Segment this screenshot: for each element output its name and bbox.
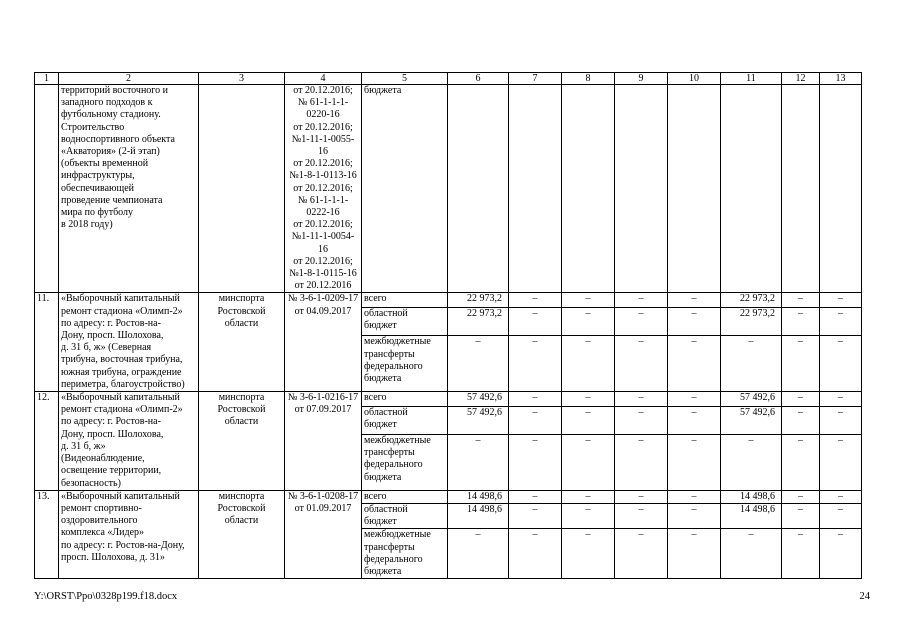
col-header: 4	[285, 73, 362, 85]
value-cell: –	[615, 503, 668, 528]
value-cell: 57 492,6	[448, 392, 509, 407]
value-cell: 22 973,2	[721, 308, 782, 336]
value-cell: 14 498,6	[448, 490, 509, 503]
continuation-row	[35, 85, 862, 293]
value-cell: –	[562, 529, 615, 579]
col-header: 3	[199, 73, 285, 85]
value-cell: –	[509, 503, 562, 528]
value-cell: –	[721, 336, 782, 392]
value-cell: –	[509, 406, 562, 434]
value-cell: –	[782, 308, 820, 336]
row-number-cell: 11.	[35, 293, 59, 392]
col-header: 9	[615, 73, 668, 85]
organization-cell: минспорта Ростовской области	[199, 293, 285, 392]
col-header: 7	[509, 73, 562, 85]
value-cell: –	[615, 406, 668, 434]
object-row	[35, 392, 862, 407]
document-cell: от 20.12.2016; № 61-1-1-1- 0220-16 от 20.12.2016; №1-11-1-0055-16 от 20.12.2016; №1-8-1-0113-16 от 20.12.2016; № 61-1-1-1- 0222-16 от 20.12.2016; №1-11-1-0054-16 от 20.12.2016; №1-8-1-0115-16 от 20.12.2016	[285, 85, 362, 293]
funding-source-cell: бюджета	[362, 85, 448, 293]
funding-source-cell: областной бюджет	[362, 308, 448, 336]
value-cell: –	[509, 308, 562, 336]
col-header: 6	[448, 73, 509, 85]
value-cell: 14 498,6	[721, 490, 782, 503]
value-cell: –	[782, 435, 820, 491]
value-cell: 14 498,6	[721, 503, 782, 528]
value-cell: –	[668, 490, 721, 503]
value-cell: –	[509, 435, 562, 491]
value-cell: –	[615, 435, 668, 491]
col-header: 5	[362, 73, 448, 85]
value-cell: –	[820, 293, 862, 308]
row-number-cell	[35, 85, 59, 293]
value-cell: 22 973,2	[448, 293, 509, 308]
value-cell	[782, 85, 820, 293]
value-cell: –	[820, 308, 862, 336]
organization-cell	[199, 85, 285, 293]
funding-source-cell: всего	[362, 392, 448, 407]
value-cell: –	[782, 293, 820, 308]
value-cell: –	[820, 529, 862, 579]
col-header: 8	[562, 73, 615, 85]
value-cell: –	[509, 336, 562, 392]
funding-source-cell: областной бюджет	[362, 503, 448, 528]
object-row	[35, 293, 862, 308]
organization-cell: минспорта Ростовской области	[199, 490, 285, 579]
value-cell: –	[615, 490, 668, 503]
funding-source-cell: межбюджетные трансферты федерального бюджета	[362, 336, 448, 392]
value-cell: –	[721, 529, 782, 579]
value-cell: –	[509, 529, 562, 579]
value-cell: 57 492,6	[448, 406, 509, 434]
funding-source-cell: межбюджетные трансферты федерального бюджета	[362, 529, 448, 579]
value-cell: 57 492,6	[721, 406, 782, 434]
value-cell: –	[820, 336, 862, 392]
col-header: 12	[782, 73, 820, 85]
value-cell: –	[615, 336, 668, 392]
value-cell: –	[562, 503, 615, 528]
value-cell: –	[509, 293, 562, 308]
col-header: 11	[721, 73, 782, 85]
value-cell: –	[448, 435, 509, 491]
value-cell: –	[615, 308, 668, 336]
document-cell: № 3-6-1-0209-17 от 04.09.2017	[285, 293, 362, 392]
document-cell: № 3-6-1-0208-17 от 01.09.2017	[285, 490, 362, 579]
value-cell: –	[782, 406, 820, 434]
row-number-cell: 12.	[35, 392, 59, 491]
value-cell: –	[509, 490, 562, 503]
value-cell: –	[820, 435, 862, 491]
organization-cell: минспорта Ростовской области	[199, 392, 285, 491]
funding-source-cell: межбюджетные трансферты федерального бюджета	[362, 435, 448, 491]
value-cell: –	[721, 435, 782, 491]
value-cell: –	[448, 529, 509, 579]
value-cell: 22 973,2	[448, 308, 509, 336]
col-header: 10	[668, 73, 721, 85]
value-cell: –	[615, 293, 668, 308]
value-cell: –	[448, 336, 509, 392]
value-cell: –	[562, 490, 615, 503]
value-cell: –	[615, 392, 668, 407]
value-cell: –	[562, 336, 615, 392]
value-cell	[668, 85, 721, 293]
value-cell: –	[668, 503, 721, 528]
value-cell: –	[668, 308, 721, 336]
value-cell: –	[509, 392, 562, 407]
value-cell: –	[668, 435, 721, 491]
value-cell: 14 498,6	[448, 503, 509, 528]
value-cell	[721, 85, 782, 293]
row-number-cell: 13.	[35, 490, 59, 579]
value-cell: –	[668, 293, 721, 308]
value-cell: –	[782, 490, 820, 503]
value-cell: –	[562, 308, 615, 336]
object-name-cell: «Выборочный капитальный ремонт спортивно- оздоровительного комплекса «Лидер» по адресу: г. Ростов-на-Дону, просп. Шолохова, д. 31»	[59, 490, 199, 579]
column-number-row	[35, 73, 862, 85]
col-header: 2	[59, 73, 199, 85]
value-cell	[615, 85, 668, 293]
funding-source-cell: областной бюджет	[362, 406, 448, 434]
value-cell: 22 973,2	[721, 293, 782, 308]
value-cell: –	[668, 336, 721, 392]
value-cell: –	[668, 406, 721, 434]
value-cell: –	[562, 392, 615, 407]
value-cell: –	[668, 529, 721, 579]
value-cell: –	[562, 435, 615, 491]
value-cell	[509, 85, 562, 293]
page-number: 24	[859, 591, 870, 602]
col-header: 13	[820, 73, 862, 85]
value-cell	[820, 85, 862, 293]
funding-source-cell: всего	[362, 490, 448, 503]
value-cell: –	[668, 392, 721, 407]
value-cell	[448, 85, 509, 293]
col-header: 1	[35, 73, 59, 85]
document-cell: № 3-6-1-0216-17 от 07.09.2017	[285, 392, 362, 491]
file-path: Y:\ORST\Ppo\0328p199.f18.docx	[34, 591, 178, 602]
value-cell: –	[782, 392, 820, 407]
value-cell: –	[782, 529, 820, 579]
object-name-cell: «Выборочный капитальный ремонт стадиона «Олимп-2» по адресу: г. Ростов-на- Дону, просп. Шолохова, д. 31 б, ж» (Видеонаблюдение, освещение территории, безопасность)	[59, 392, 199, 491]
value-cell: –	[782, 336, 820, 392]
value-cell	[562, 85, 615, 293]
object-name-cell: территорий восточного и западного подходов к футбольному стадиону. Строительство водноспортивного объекта «Акватория» (2-й этап) (объекты временной инфраструктуры, обеспечивающей проведение чемпионата мира по футболу в 2018 году)	[59, 85, 199, 293]
value-cell: –	[562, 293, 615, 308]
budget-table	[34, 72, 862, 579]
funding-source-cell: всего	[362, 293, 448, 308]
value-cell: –	[820, 406, 862, 434]
value-cell: –	[615, 529, 668, 579]
value-cell: –	[562, 406, 615, 434]
object-row	[35, 490, 862, 503]
object-name-cell: «Выборочный капитальный ремонт стадиона «Олимп-2» по адресу: г. Ростов-на- Дону, просп. Шолохова, д. 31 б, ж» (Северная трибуна, восточная трибуна, южная трибуна, ограждение периметра, благоустройство)	[59, 293, 199, 392]
value-cell: –	[820, 392, 862, 407]
value-cell: –	[820, 490, 862, 503]
value-cell: 57 492,6	[721, 392, 782, 407]
value-cell: –	[782, 503, 820, 528]
value-cell: –	[820, 503, 862, 528]
